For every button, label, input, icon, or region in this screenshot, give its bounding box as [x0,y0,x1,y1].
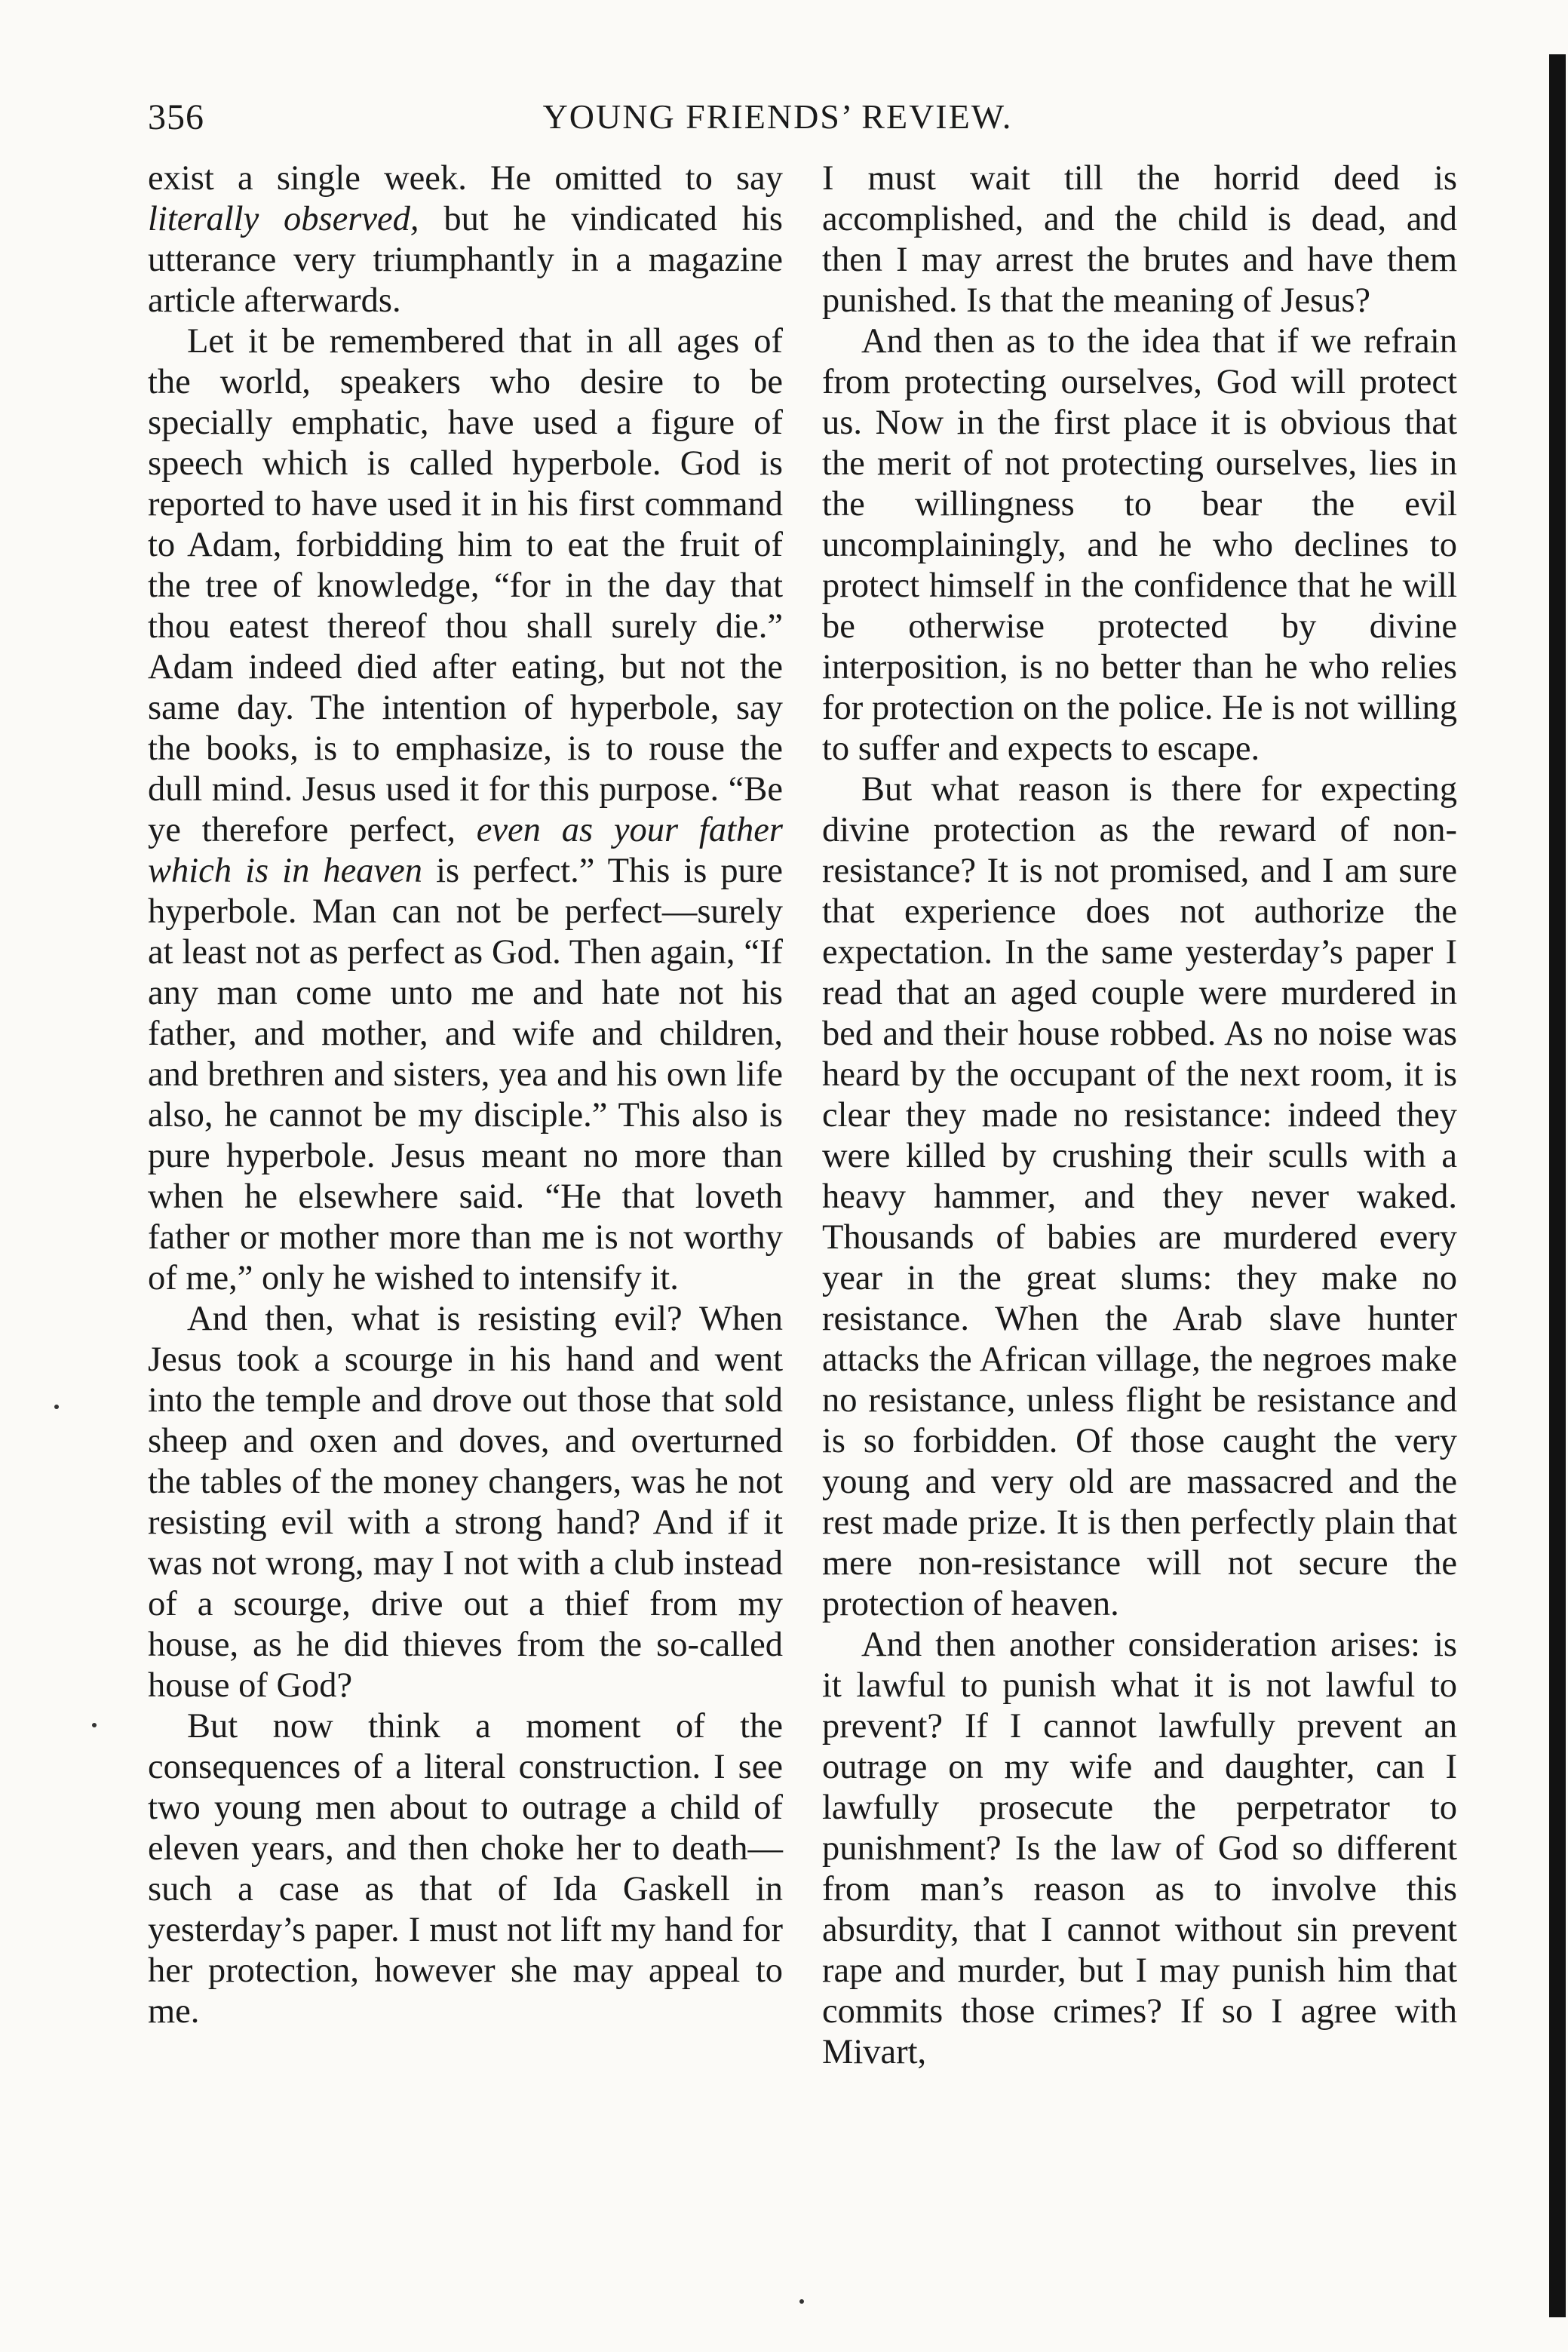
paragraph: And then as to the idea that if we refrain from protecting ourselves, God will protect us. Now in the first place it is obvious that the merit of not protecting ourselves, lies in the willingness to bear the evil uncomplainingly, and he who declines to protect himself in the confidence that he will be otherwise protected by divine interposition, is no better than he who relies for protection on the police. He is not willing to suffer and expects to escape. [822,322,1457,768]
ink-speck [799,2299,804,2304]
italic-text: even as your father which is in heaven [148,811,783,890]
paragraph: I must wait till the horrid deed is accomplished, and the child is dead, and then I may arrest the brutes and have them punished. Is that the meaning of Jesus? [822,159,1457,320]
paragraph: And then, what is resisting evil? When Jesus took a scourge in his hand and went into the temple and drove out those that sold sheep and oxen and doves, and overturned the tables of the money changers, was he not resisting evil with a strong hand? And if it was not wrong, may I not with a club instead of a scourge, drive out a thief from my house, as he did thieves from the so-called house of God? [148,1300,783,1705]
running-title: YOUNG FRIENDS’ REVIEW. [542,97,1013,136]
paragraph: But now think a moment of the consequences of a literal construction. I see two young men about to outrage a child of eleven years, and then choke her to death—such a case as that of Ida Gaskell in yesterday’s paper. I must not lift my hand for her protection, however she may appeal to me. [148,1707,783,2031]
ink-speck [54,1405,59,1409]
paragraph: And then another consideration arises: is it lawful to punish what it is not lawful to prevent? If I cannot lawfully prevent an outrage on my wife and daughter, can I lawfully prosecute the perpetrator to punishment? Is the law of God so different from man’s reason as to involve this absurdity, that I cannot without sin prevent rape and murder, but I may punish him that commits those crimes? If so I agree with Mivart, [822,1626,1457,2071]
ink-speck [92,1723,97,1727]
italic-text: literally observed, [148,200,419,238]
text-run: Let it be remembered that in all ages of the world, speakers who desire to be specially emphatic, have used a figure of speech which is called hyperbole. God is reported to have used it in his first command to Adam, forbidding him to eat the fruit of the tree of knowledge, “for in the day that thou eatest thereof thou shall surely die.” Adam indeed died after eating, but not the same day. The intention of hyperbole, say the books, is to emphasize, is to rouse the dull mind. Jesus used it for this purpose. “Be ye therefore perfect, [148,322,783,849]
page-number: 356 [148,97,204,137]
paragraph [148,158,783,321]
page-header [148,97,1407,149]
text-run: but he vindicated his utterance very triumphantly in a magazine article afterwards. [148,200,783,320]
left-column [148,158,783,2032]
text-run: is perfect.” This is pure hyperbole. Man can not be perfect—surely at least not as perfect as God. Then again, “If any man come unto me and hate not his father, and mother, and wife and children, and brethren and sisters, yea and his own life also, he cannot be my disciple.” This also is pure hyperbole. Jesus meant no more than when he elsewhere said. “He that loveth father or mother more than me is not worthy of me,” only he wished to intensify it. [148,852,783,1297]
text-run: exist a single week. He omitted to say [148,159,783,198]
right-column [822,158,1457,2073]
page-edge-rule [1549,54,1566,2317]
paragraph [148,321,783,1299]
paragraph: But what reason is there for expecting divine protection as the reward of non-resistance? It is not promised, and I am sure that experience does not authorize the expectation. In the same yesterday’s paper I read that an aged couple were murdered in bed and their house robbed. As no noise was heard by the occupant of the next room, it is clear they made no resistance: indeed they were killed by crushing their sculls with a heavy hammer, and they never waked. Thousands of babies are murdered every year in the great slums: they make no resistance. When the Arab slave hunter attacks the African village, the negroes make no resistance, unless flight be resistance and is so forbidden. Of those caught the very young and very old are massacred and the rest made prize. It is then perfectly plain that mere non-resistance will not secure the protection of heaven. [822,770,1457,1623]
